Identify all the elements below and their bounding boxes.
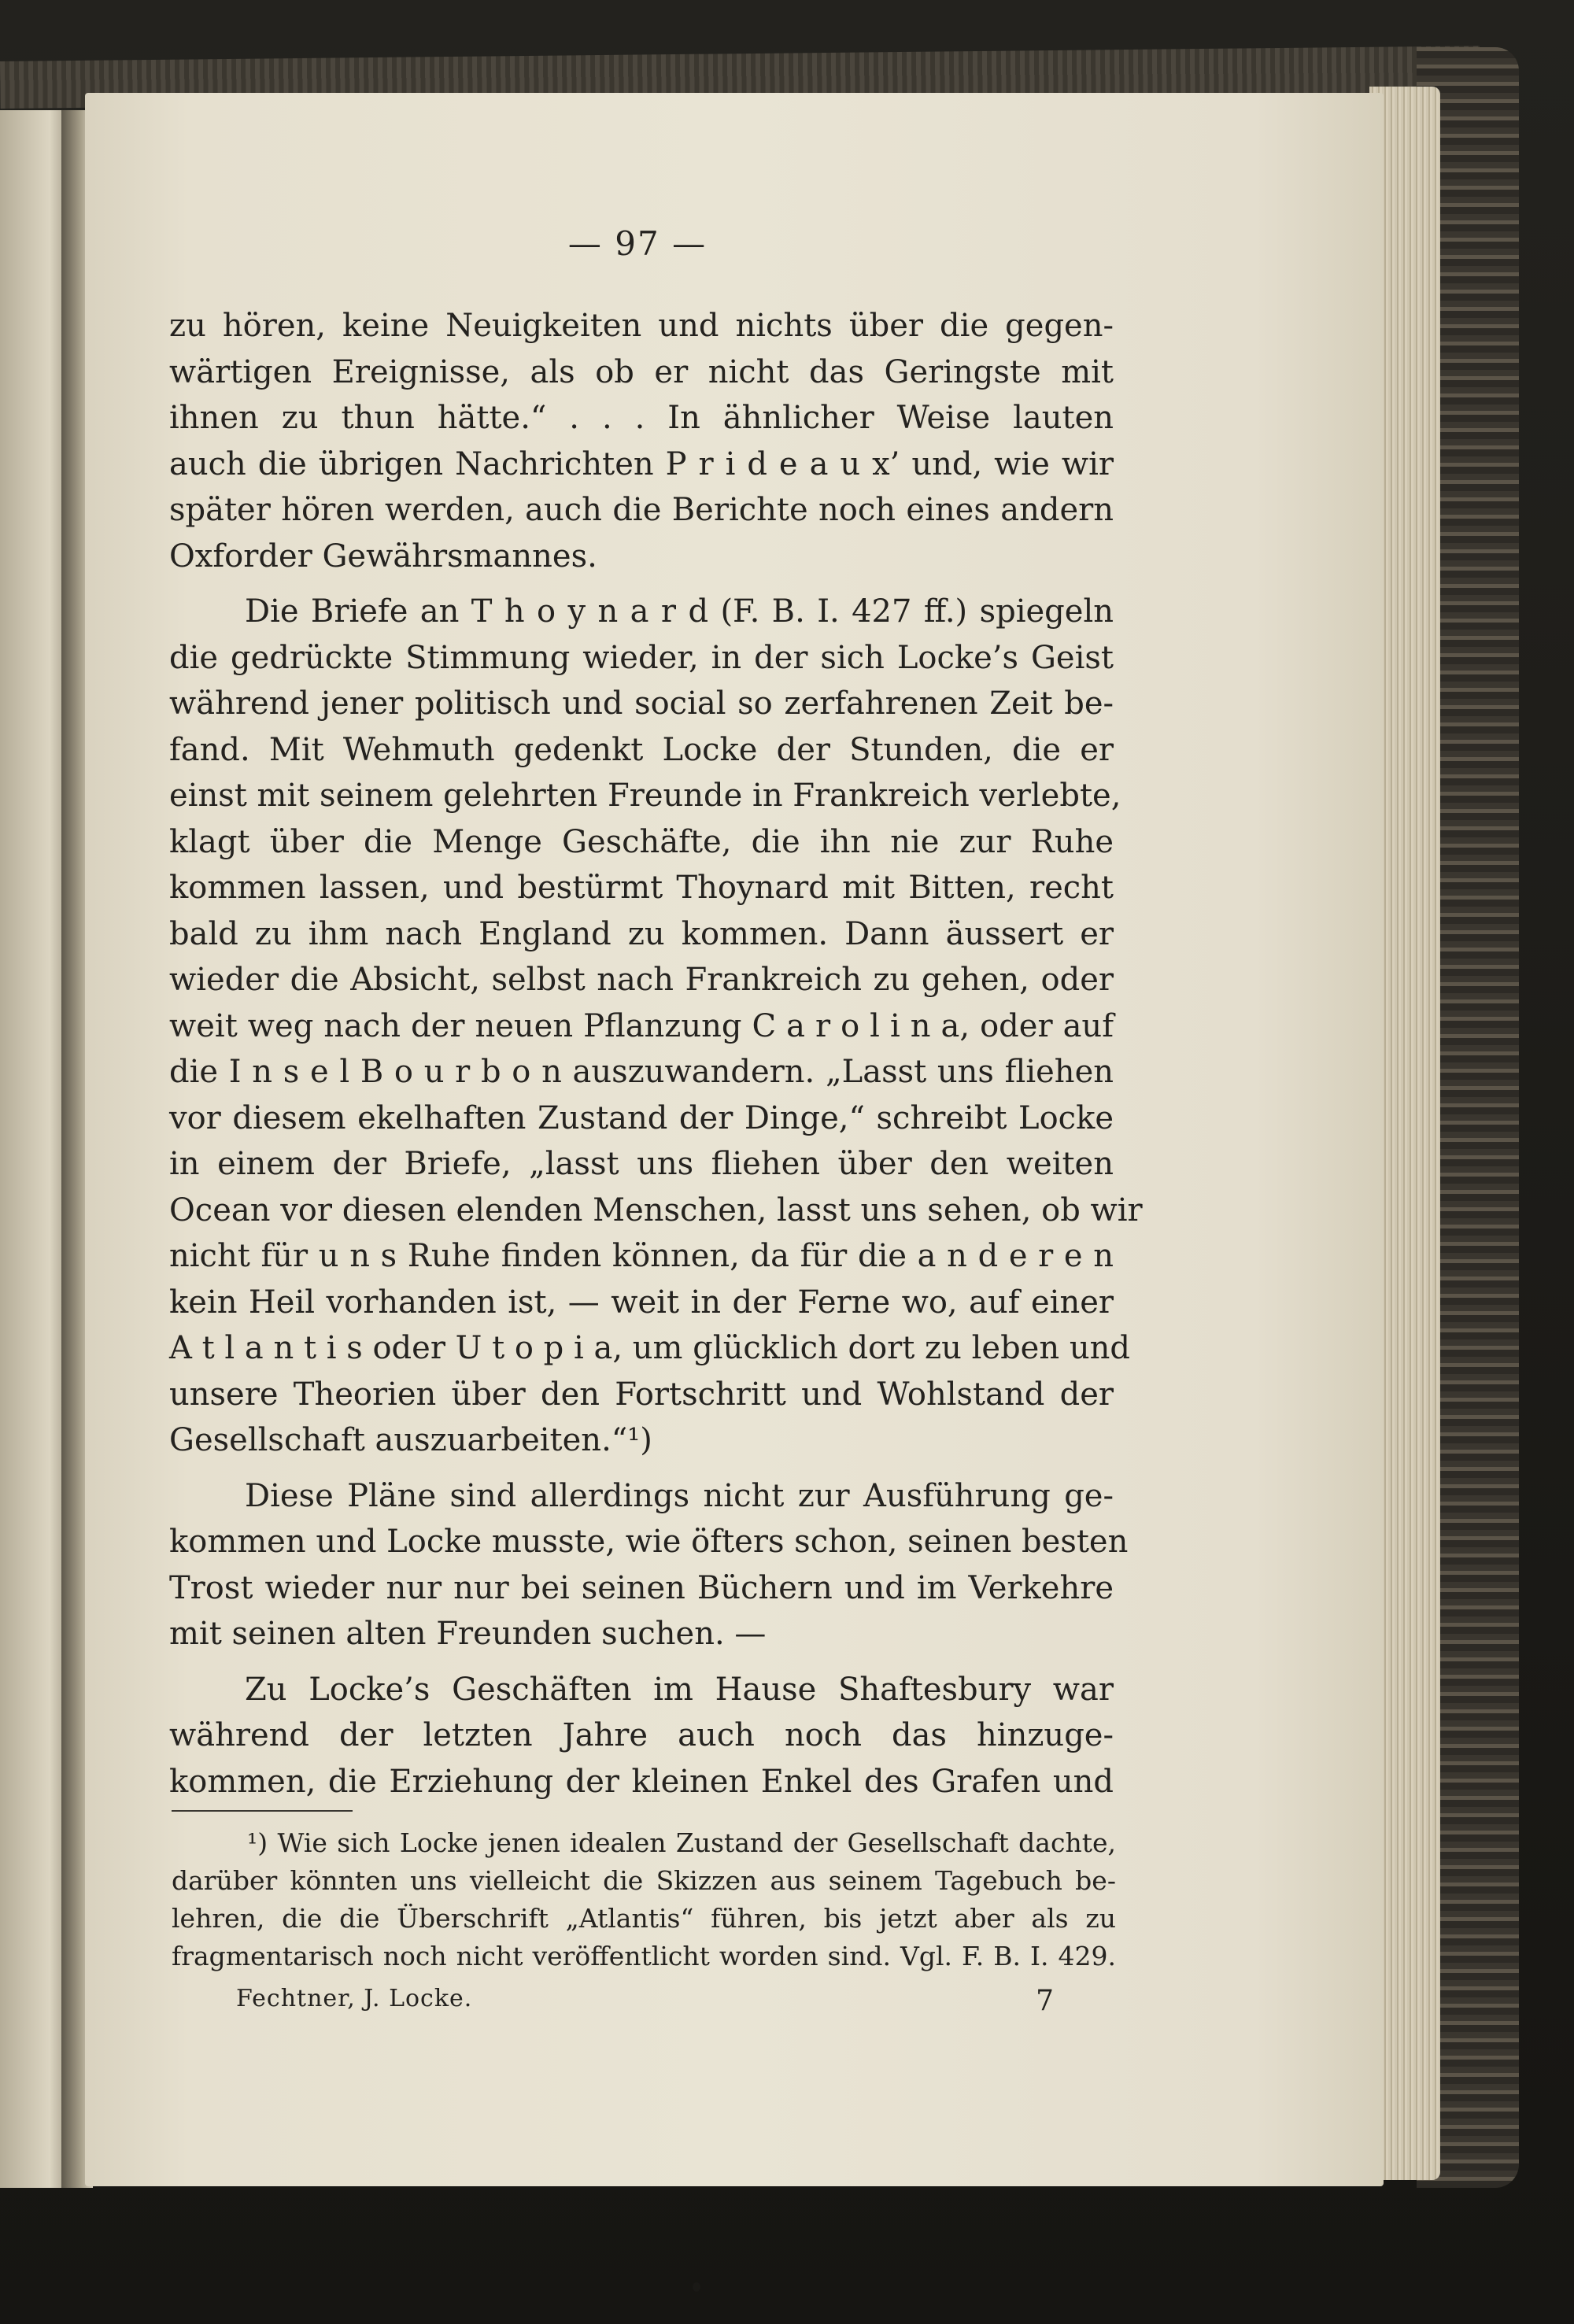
signature-mark: Fechtner, J. Locke. (236, 1985, 473, 2012)
text-line: später hören werden, auch die Berichte noch eines andern (169, 492, 1114, 528)
paper-speck (693, 2282, 700, 2292)
text-line: Diese Pläne sind allerdings nicht zur Ausführung ge- (245, 1477, 1114, 1514)
footnote-rule (172, 1810, 353, 1812)
paragraph-gap (169, 579, 1114, 589)
text-line: wärtigen Ereignisse, als ob er nicht das Geringste mit (169, 353, 1114, 390)
footnote-line: lehren, die die Überschrift „Atlantis“ führen, bis jetzt aber als zu (172, 1903, 1116, 1934)
text-line: wieder die Absicht, selbst nach Frankreich zu gehen, oder (169, 962, 1114, 998)
text-line: Ocean vor diesen elenden Menschen, lasst uns sehen, ob wir (169, 1192, 1143, 1229)
text-line: nicht für u n s Ruhe finden können, da für die a n d e r e n (169, 1238, 1114, 1274)
page-body-text (169, 303, 1143, 1805)
text-line: einst mit seinem gelehrten Freunde in Frankreich verlebte, (169, 778, 1121, 814)
text-line: die gedrückte Stimmung wieder, in der sich Locke’s Geist (169, 639, 1114, 676)
text-line: kommen lassen, und bestürmt Thoynard mit Bitten, recht (169, 870, 1114, 906)
text-line: mit seinen alten Freunden suchen. — (169, 1616, 767, 1652)
text-line: A t l a n t i s oder U t o p i a, um glücklich dort zu leben und (169, 1330, 1130, 1366)
footnote-line: darüber könnten uns vielleicht die Skizzen aus seinem Tagebuch be- (172, 1865, 1116, 1896)
text-line: klagt über die Menge Geschäfte, die ihn nie zur Ruhe (169, 823, 1114, 860)
text-line: kein Heil vorhanden ist, — weit in der Ferne wo, auf einer (169, 1284, 1114, 1321)
text-line: Die Briefe an T h o y n a r d (F. B. I. 427 ff.) spiegeln (245, 593, 1114, 630)
paragraph-gap (169, 1657, 1114, 1667)
footnote-line: fragmentarisch noch nicht veröffentlicht worden sind. Vgl. F. B. I. 429. (172, 1941, 1116, 1971)
footnote (172, 1824, 1116, 1975)
page-footer (236, 1985, 1055, 2017)
sheet-number: 7 (1036, 1985, 1055, 2017)
text-line: bald zu ihm nach England zu kommen. Dann äussert er (169, 915, 1114, 952)
text-line: Trost wieder nur nur bei seinen Büchern und im Verkehre (169, 1569, 1114, 1606)
page-number: — 97 — (567, 224, 708, 263)
text-line: ihnen zu thun hätte.“ . . . In ähnlicher Weise lauten (169, 400, 1114, 436)
text-line: fand. Mit Wehmuth gedenkt Locke der Stunden, die er (169, 731, 1114, 768)
text-line: kommen, die Erziehung der kleinen Enkel des Grafen und (169, 1763, 1114, 1800)
facing-page-edge (0, 110, 71, 2188)
text-line: in einem der Briefe, „lasst uns fliehen über den weiten (169, 1146, 1114, 1182)
text-line: vor diesem ekelhaften Zustand der Dinge,“ schreibt Locke (169, 1099, 1114, 1136)
text-line: Gesellschaft auszuarbeiten.“¹) (169, 1422, 652, 1458)
text-line: während der letzten Jahre auch noch das hinzuge- (169, 1717, 1114, 1753)
text-line: Zu Locke’s Geschäften im Hause Shaftesbury war (245, 1671, 1114, 1708)
text-line: zu hören, keine Neuigkeiten und nichts über die gegen- (169, 308, 1114, 344)
paragraph-gap (169, 1464, 1114, 1473)
text-line: unsere Theorien über den Fortschritt und Wohlstand der (169, 1376, 1114, 1413)
text-line: kommen und Locke musste, wie öfters schon, seinen besten (169, 1524, 1129, 1560)
footnote-line: ¹) Wie sich Locke jenen idealen Zustand der Gesellschaft dachte, (247, 1827, 1116, 1858)
text-line: Oxforder Gewährsmannes. (169, 538, 597, 575)
text-line: während jener politisch und social so zerfahrenen Zeit be- (169, 685, 1114, 722)
text-line: weit weg nach der neuen Pflanzung C a r o l i n a, oder auf (169, 1007, 1114, 1044)
text-line: die I n s e l B o u r b o n auszuwandern. „Lasst uns fliehen (169, 1054, 1114, 1090)
text-line: auch die übrigen Nachrichten P r i d e a u x’ und, wie wir (169, 445, 1114, 482)
